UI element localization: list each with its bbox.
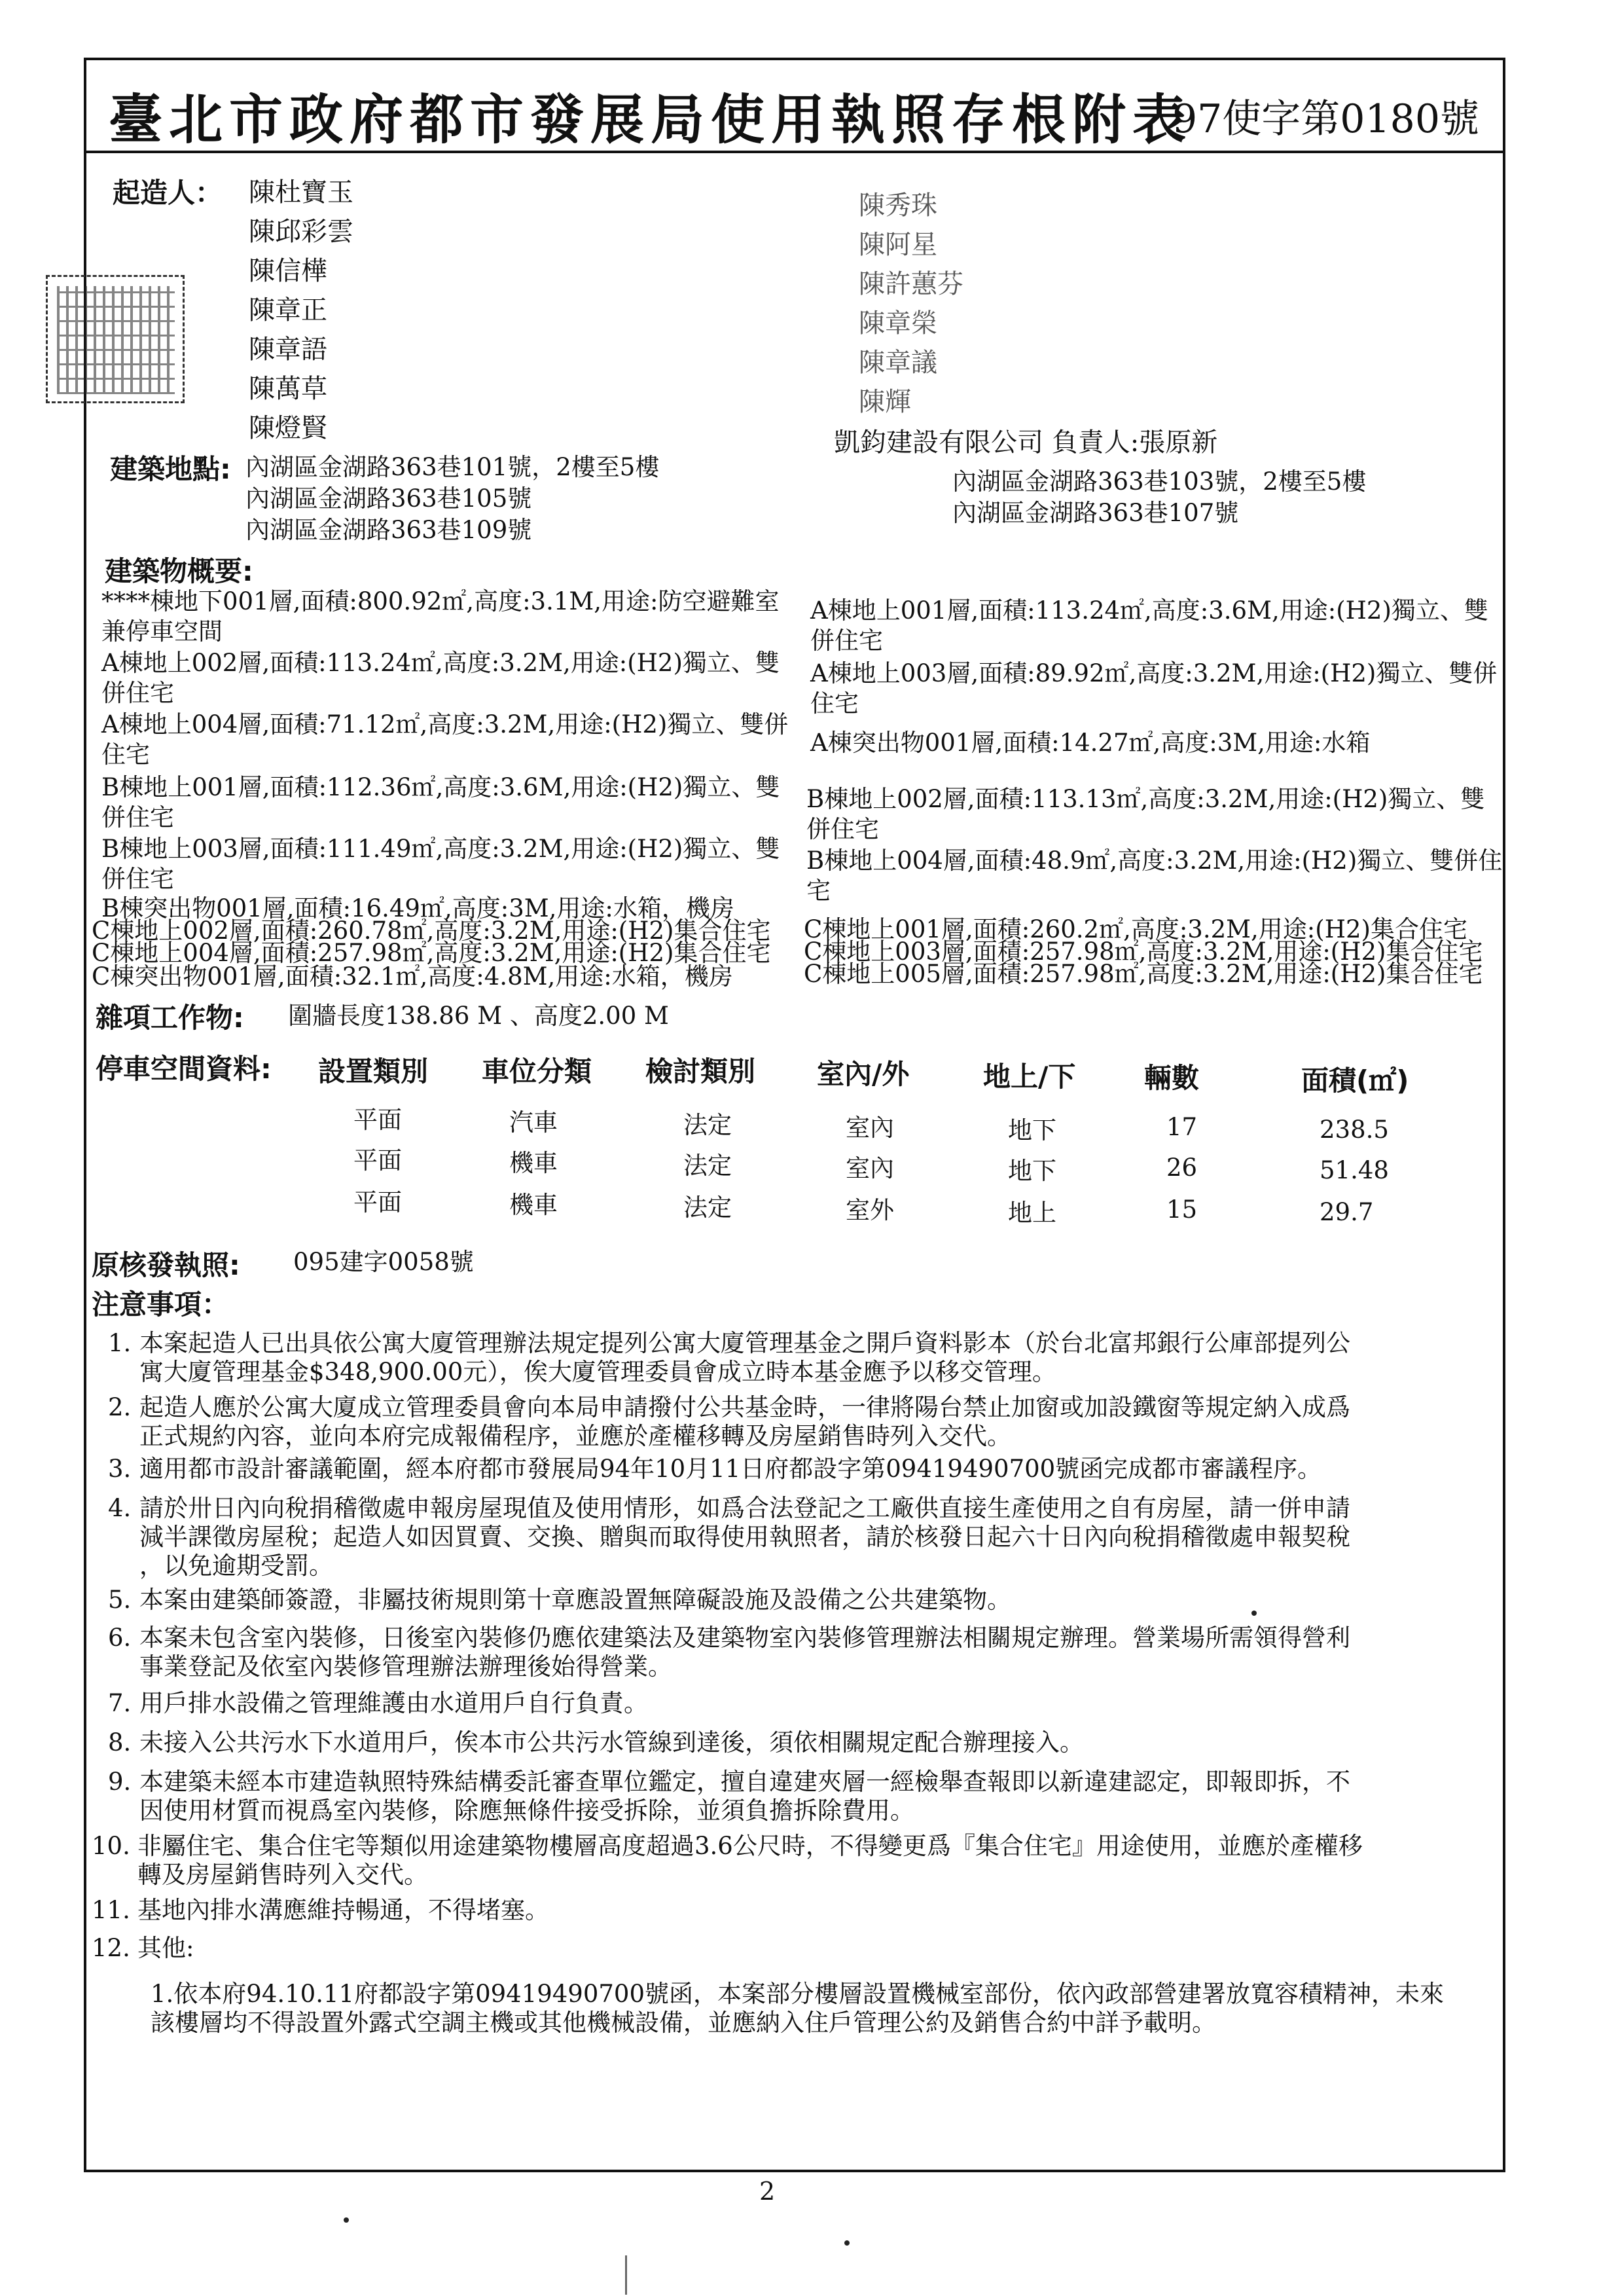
note-other-line: 該樓層均不得設置外露式空調主機或其他機械設備，並應納入住戶管理公約及銷售合約中詳予載明。	[151, 2009, 1216, 2037]
parking-cell: 51.48	[1320, 1156, 1389, 1184]
header	[86, 60, 1503, 153]
note-item-1	[108, 1329, 1483, 1387]
permit-number: 97使字第0180號	[1172, 96, 1479, 142]
notes-label: 注意事項：	[92, 1288, 230, 1321]
note-number: 5.	[108, 1586, 132, 1614]
overview-left-4: B棟地上001層,面積:112.36㎡,高度:3.6M,用途:(H2)獨立、雙併住宅	[101, 773, 780, 831]
note-item-3	[108, 1455, 1483, 1484]
parking-cell: 汽車	[509, 1108, 558, 1137]
note-number: 4.	[108, 1494, 132, 1522]
parking-header-level: 地上/下	[983, 1061, 1076, 1093]
note-line: 起造人應於公寓大廈成立管理委員會向本局申請撥付公共基金時，一律將陽台禁止加窗或加設鐵窗等規定納入成爲	[139, 1393, 1350, 1421]
note-number: 6.	[108, 1624, 132, 1652]
scan-speck	[844, 2240, 850, 2246]
parking-cell: 地上	[1008, 1199, 1056, 1227]
overview-right-2: A棟地上003層,面積:89.92㎡,高度:3.2M,用途:(H2)獨立、雙併住宅	[810, 659, 1498, 718]
owner-right-5: 陳章議	[859, 348, 937, 378]
parking-cell: 室外	[846, 1196, 894, 1224]
owner-left-6: 陳萬草	[249, 374, 327, 404]
misc-value: 圍牆長度138.86 M 、高度2.00 M	[288, 1002, 669, 1030]
overview-right-6: C棟地上001層,面積:260.2㎡,高度:3.2M,用途:(H2)集合住宅	[804, 915, 1467, 943]
owner-left-7: 陳燈賢	[249, 413, 327, 443]
note-line: 其他:	[137, 1934, 194, 1962]
note-other	[151, 1980, 1486, 2037]
note-other-line: 1.依本府94.10.11府都設字第09419490700號函，本案部分樓層設置機械室部份，依內政部營建署放寬容積精神，未來	[151, 1980, 1445, 2008]
note-line: 非屬住宅、集合住宅等類似用途建築物樓層高度超過3.6公尺時，不得變更爲『集合住宅』用途使用，並應於產權移	[137, 1832, 1363, 1860]
misc-label: 雜項工作物:	[96, 1002, 244, 1034]
note-line: 未接入公共污水下水道用戶，俟本市公共污水管線到達後，須依相關規定配合辦理接入。	[139, 1728, 1084, 1757]
owner-left-3: 陳信樺	[249, 256, 327, 286]
note-item-6	[108, 1624, 1483, 1681]
owner-right-7: 凱鈞建設有限公司 負責人:張原新	[834, 428, 1218, 458]
owner-left-5: 陳章語	[249, 335, 327, 365]
overview-right-1: A棟地上001層,面積:113.24㎡,高度:3.6M,用途:(H2)獨立、雙併住宅	[810, 596, 1488, 655]
parking-cell: 室內	[846, 1154, 894, 1182]
note-number: 8.	[108, 1728, 132, 1757]
overview-right-5: B棟地上004層,面積:48.9㎡,高度:3.2M,用途:(H2)獨立、雙併住宅	[806, 847, 1503, 905]
owner-left-1: 陳杜寶玉	[249, 177, 353, 208]
note-line: 本案由建築師簽證，非屬技術規則第十章應設置無障礙設施及設備之公共建築物。	[139, 1586, 1011, 1614]
note-item-7	[108, 1689, 1483, 1718]
note-line: 請於卅日內向稅捐稽徵處申報房屋現值及使用情形，如爲合法登記之工廠供直接生產使用之自有房屋，請一併申請	[139, 1494, 1350, 1522]
parking-header-type: 設置類別	[318, 1055, 429, 1087]
owner-right-4: 陳章榮	[859, 308, 937, 338]
parking-header-indoor: 室內/外	[817, 1058, 910, 1090]
scan-mark	[625, 2255, 627, 2295]
site-right-2: 內湖區金湖路363巷107號	[952, 499, 1239, 527]
note-number: 7.	[108, 1689, 132, 1717]
site-left-1: 內湖區金湖路363巷101號，2樓至5樓	[245, 453, 660, 481]
note-line: 寓大廈管理基金$348,900.00元），俟大廈管理委員會成立時本基金應予以移交管理。	[139, 1358, 1056, 1386]
site-right-1: 內湖區金湖路363巷103號，2樓至5樓	[952, 467, 1367, 496]
site-left-2: 內湖區金湖路363巷105號	[245, 484, 532, 513]
parking-header-category: 車位分類	[482, 1055, 592, 1087]
overview-left-3: A棟地上004層,面積:71.12㎡,高度:3.2M,用途:(H2)獨立、雙併住宅	[101, 710, 789, 769]
overview-right-4: B棟地上002層,面積:113.13㎡,高度:3.2M,用途:(H2)獨立、雙併住宅	[806, 785, 1485, 843]
document-title: 臺北市政府都市發展局使用執照存根附表	[109, 88, 1193, 151]
parking-cell: 29.7	[1320, 1198, 1374, 1226]
note-line: 正式規約內容，並向本府完成報備程序，並應於產權移轉及房屋銷售時列入交代。	[139, 1422, 1011, 1450]
parking-cell: 法定	[683, 1194, 732, 1222]
overview-left-7: C棟地上002層,面積:260.78㎡,高度:3.2M,用途:(H2)集合住宅	[92, 917, 771, 945]
parking-cell: 機車	[509, 1149, 558, 1177]
page-number: 2	[759, 2177, 776, 2206]
parking-cell: 地下	[1008, 1157, 1056, 1185]
note-number: 1.	[108, 1329, 132, 1357]
overview-left-9: C棟突出物001層,面積:32.1㎡,高度:4.8M,用途:水箱，機房	[92, 962, 733, 991]
owner-right-1: 陳秀珠	[859, 191, 937, 221]
note-number: 3.	[108, 1455, 132, 1483]
parking-cell: 法定	[683, 1152, 732, 1180]
overview-left-2: A棟地上002層,面積:113.24㎡,高度:3.2M,用途:(H2)獨立、雙併住宅	[101, 649, 780, 707]
note-item-8	[108, 1728, 1483, 1757]
note-item-11	[92, 1896, 1466, 1925]
owner-right-2: 陳阿星	[859, 230, 937, 260]
original-license-label: 原核發執照:	[92, 1249, 240, 1281]
original-license-value: 095建字0058號	[293, 1248, 474, 1276]
note-number: 10.	[92, 1832, 130, 1860]
note-line: 本建築未經本市建造執照特殊結構委託審查單位鑑定，擅自違建夾層一經檢舉查報即以新違建認定，即報即拆，不	[139, 1768, 1350, 1796]
site-label: 建築地點:	[110, 453, 231, 485]
seal-stamp	[46, 275, 185, 403]
overview-right-7: C棟地上003層,面積:257.98㎡,高度:3.2M,用途:(H2)集合住宅	[804, 938, 1483, 966]
parking-cell: 26	[1166, 1154, 1198, 1182]
note-number: 11.	[92, 1896, 130, 1924]
note-line: 減半課徵房屋稅；起造人如因買賣、交換、贈與而取得使用執照者，請於核發日起六十日內向稅捐稽徵處申報契稅	[139, 1523, 1350, 1551]
note-item-4	[108, 1494, 1483, 1580]
overview-label: 建築物概要:	[105, 555, 253, 587]
parking-header-area: 面積(㎡)	[1301, 1065, 1409, 1097]
note-line: 基地內排水溝應維持暢通，不得堵塞。	[137, 1896, 549, 1924]
overview-left-5: B棟地上003層,面積:111.49㎡,高度:3.2M,用途:(H2)獨立、雙併住宅	[101, 835, 780, 893]
note-item-9	[108, 1768, 1483, 1825]
overview-left-6: B棟突出物001層,面積:16.49㎡,高度:3M,用途:水箱，機房	[101, 894, 734, 922]
scan-speck	[1251, 1611, 1257, 1616]
owner-left-4: 陳章正	[249, 295, 327, 325]
parking-label: 停車空間資料:	[96, 1053, 272, 1085]
overview-left-8: C棟地上004層,面積:257.98㎡,高度:3.2M,用途:(H2)集合住宅	[92, 939, 771, 967]
scan-speck	[344, 2217, 349, 2223]
parking-header-count: 輛數	[1144, 1062, 1200, 1094]
note-line: 本案起造人已出具依公寓大廈管理辦法規定提列公寓大廈管理基金之開戶資料影本（於台北富邦銀行公庫部提列公	[139, 1329, 1350, 1357]
note-item-2	[108, 1393, 1483, 1451]
parking-header-review: 檢討類別	[645, 1055, 756, 1087]
owner-left-2: 陳邱彩雲	[249, 217, 353, 247]
parking-cell: 平面	[353, 1146, 402, 1175]
parking-cell: 15	[1166, 1195, 1198, 1224]
parking-cell: 室內	[846, 1114, 894, 1142]
note-item-10	[92, 1832, 1466, 1889]
parking-cell: 平面	[353, 1188, 402, 1216]
note-line: 事業登記及依室內裝修管理辦法辦理後始得營業。	[139, 1652, 672, 1681]
note-number: 12.	[92, 1934, 130, 1962]
owners-label: 起造人：	[113, 177, 223, 209]
note-line: 本案未包含室內裝修，日後室內裝修仍應依建築法及建築物室內裝修管理辦法相關規定辦理。營業場所需領得營利	[139, 1624, 1350, 1652]
note-line: 用戶排水設備之管理維護由水道用戶自行負責。	[139, 1689, 648, 1717]
note-item-5	[108, 1586, 1483, 1614]
parking-cell: 法定	[683, 1111, 732, 1139]
parking-cell: 平面	[353, 1106, 402, 1134]
note-line: ，以免逾期受罰。	[139, 1552, 333, 1580]
note-line: 因使用材質而視爲室內裝修，除應無條件接受拆除，並須負擔拆除費用。	[139, 1796, 914, 1825]
parking-cell: 地下	[1008, 1116, 1056, 1144]
overview-left-1: ****棟地下001層,面積:800.92㎡,高度:3.1M,用途:防空避難室兼停車空間	[101, 587, 780, 646]
note-number: 2.	[108, 1393, 132, 1421]
overview-right-3: A棟突出物001層,面積:14.27㎡,高度:3M,用途:水箱	[810, 729, 1371, 757]
note-item-12	[92, 1934, 1466, 1963]
note-line: 轉及房屋銷售時列入交代。	[137, 1861, 428, 1889]
parking-cell: 機車	[509, 1191, 558, 1219]
owner-right-3: 陳許蕙芬	[859, 269, 963, 299]
parking-cell: 238.5	[1320, 1116, 1389, 1144]
site-left-3: 內湖區金湖路363巷109號	[245, 516, 532, 544]
note-line: 適用都市設計審議範圍，經本府都市發展局94年10月11日府都設字第09419490700號函完成都市審議程序。	[139, 1455, 1322, 1483]
owner-right-6: 陳輝	[859, 387, 911, 417]
note-number: 9.	[108, 1768, 132, 1796]
parking-cell: 17	[1166, 1113, 1198, 1141]
overview-right-8: C棟地上005層,面積:257.98㎡,高度:3.2M,用途:(H2)集合住宅	[804, 960, 1483, 988]
